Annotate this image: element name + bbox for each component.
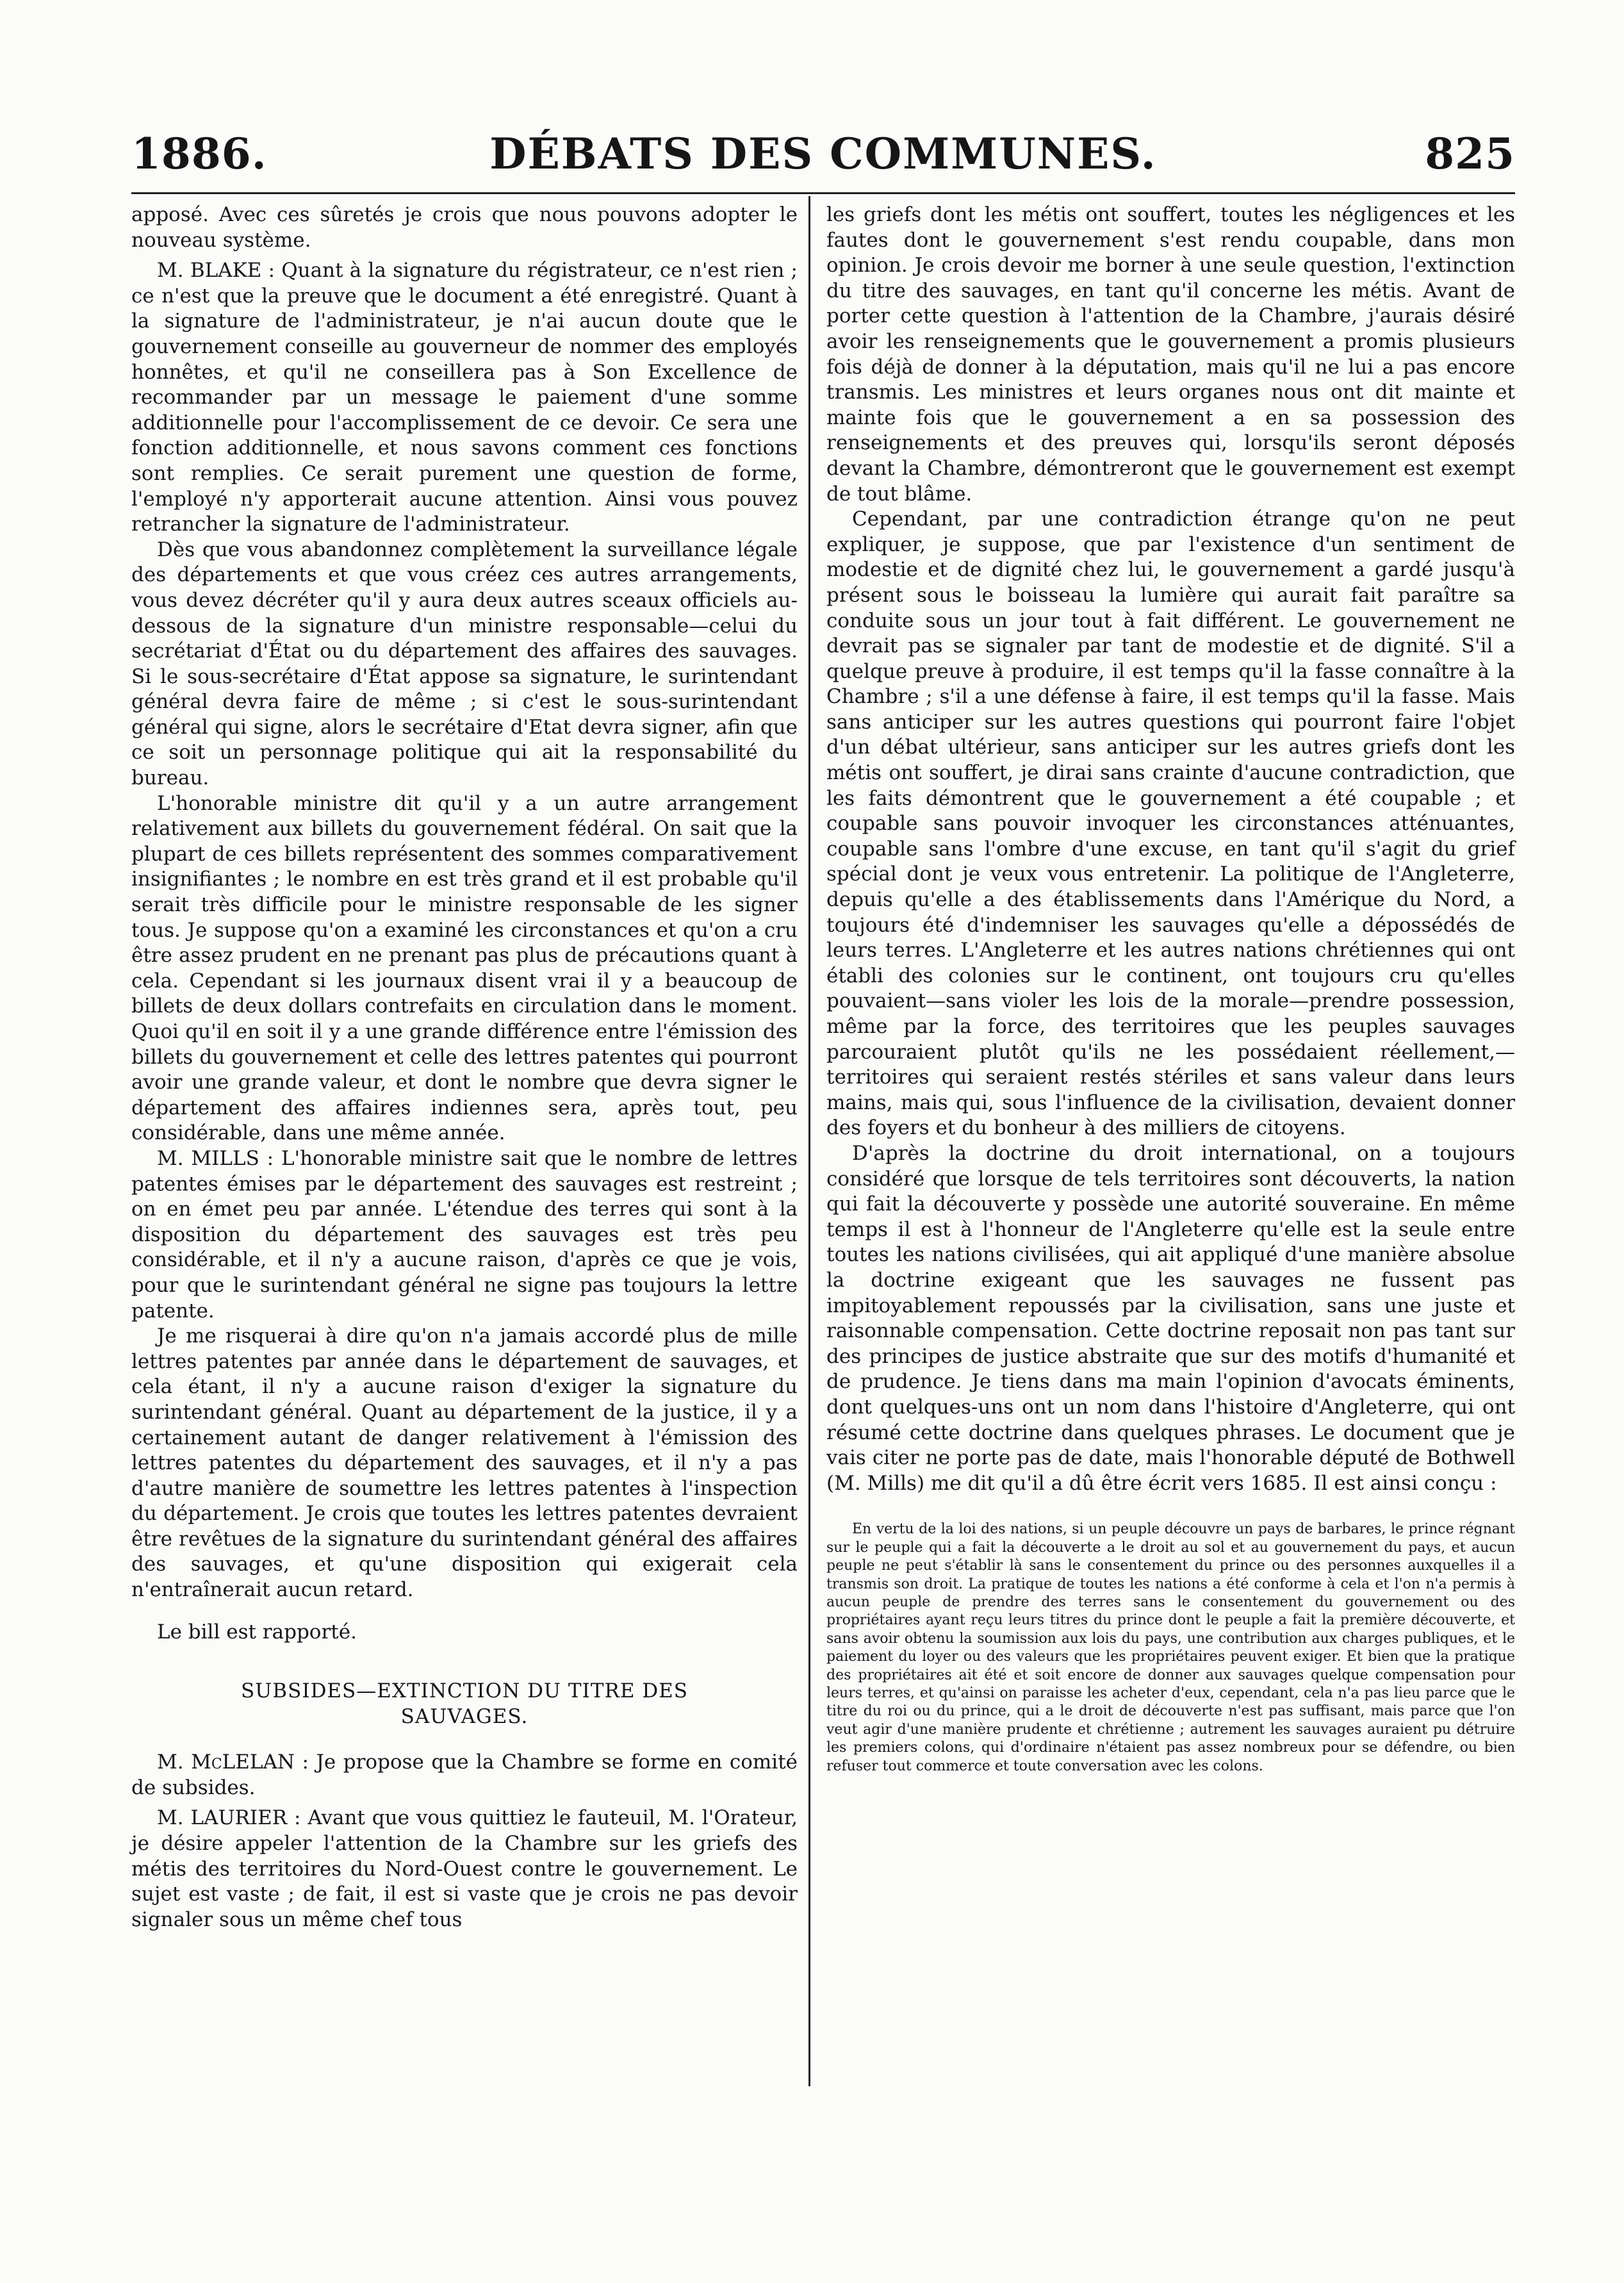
quote-text: En vertu de la loi des nations, si un peuple découvre un pays de barbares, le prince régnant sur le peuple qui a fait la découverte a le droit au sol et au gouvernement du pays, et aucun peuple ne peut s'établir là sans le consentement du prince ou des personnes auxquelles il a transmis son droit. La pratique de toutes les nations a été conforme à cela et l'on n'a permis à aucun peuple de prendre des terres sans le consentement du gouvernement ou des propriétaires ayant reçu leurs titres du prince dont le peuple a fait la première découverte, et sans avoir obtenu la soumission aux lois du pays, une contribution aux charges publiques, et le paiement du loyer ou des valeurs que les propriétaires peuvent exiger. Et bien que la pratique des propriétaires ait été et soit encore de donner aux sauvages quelque compensation pour leurs terres, et qu'ainsi on paraisse les acheter d'eux, cependant, cela n'a pas lieu parce que le titre du roi ou du prince, qui a le droit de découverte n'est pas suffisant, mais parce que l'on veut agir d'une manière prudente et chrétienne ; autrement les sauvages auraient pu détruire les premiers colons, qui d'ordinaire n'étaient pas assez nombreux pour se défendre, ou bien refuser tout commerce et toute conversation avec les colons. <box>826 1521 1515 1774</box>
header-page-number: 825 <box>1425 129 1515 179</box>
paragraph: Le bill est rapporté. <box>157 1620 357 1644</box>
speaker-name: M. MILLS : <box>157 1146 274 1170</box>
paragraph <box>131 1146 798 1324</box>
right-column <box>826 202 1515 1776</box>
paragraph <box>131 1750 798 1801</box>
section-heading: SUBSIDES—EXTINCTION DU TITRE DES SAUVAGES. <box>240 1679 689 1729</box>
paragraph: les griefs dont les métis ont souffert, toutes les négligences et les fautes dont le gouvernement s'est rendu coupable, dans mon opinion. Je crois devoir me borner à une seule question, l'extinction du titre des sauvages, en tant qu'il concerne les métis. Avant de porter cette question à l'attention de la Chambre, j'aurais désiré avoir les renseignements que le gouvernement a promis plusieurs fois déjà de donner à la députation, mais qu'il ne lui a pas encore transmis. Les ministres et leurs organes nous ont dit mainte et mainte fois que le gouvernement a en sa possession des renseignements et des preuves qui, lorsqu'ils seront déposés devant la Chambre, démontreront que le gouvernement est exempt de tout blâme. <box>826 203 1515 506</box>
left-column <box>131 202 798 1933</box>
header-title: DÉBATS DES COMMUNES. <box>489 129 1157 179</box>
paragraph: apposé. Avec ces sûretés je crois que nous pouvons adopter le nouveau système. <box>131 203 798 252</box>
paragraph: Dès que vous abandonnez complètement la surveillance légale des départements et que vous créez ces autres arrangements, vous devez décréter qu'il y aura deux autres sceaux officiels au-dessous de la signature d'un ministre responsable—celui du secrétariat d'État ou du département des affaires des sauvages. Si le sous-secrétaire d'État appose sa signature, le surintendant général devra faire de même ; si c'est le sous-surintendant général qui signe, alors le secrétaire d'Etat devra signer, afin que ce soit un personnage politique qui ait la responsabilité du bureau. <box>131 538 798 790</box>
header-year: 1886. <box>131 129 267 179</box>
block-quote <box>826 1521 1515 1776</box>
speaker-name: M. McLELAN : <box>157 1751 309 1774</box>
paragraph: Cependant, par une contradiction étrange qu'on ne peut expliquer, je suppose, que par l'existence d'un sentiment de modestie et de dignité chez lui, le gouvernement a gardé jusqu'à présent sous le boisseau la lumière qui aurait fait paraître sa conduite sous un jour tout à fait différent. Le gouvernement ne devrait pas se signaler par tant de modestie et de dignité. S'il a quelque preuve à produire, il est temps qu'il la fasse connaître à la Chambre ; s'il a une défense à faire, il est temps qu'il la fasse. Mais sans anticiper sur les autres questions qui pourront faire l'objet d'un débat ultérieur, sans anticiper sur les autres griefs dont les métis ont souffert, je dirai sans crainte d'aucune contradiction, que les faits démontrent que le gouvernement a été coupable ; et coupable sans pouvoir invoquer les circonstances atténuantes, coupable sans l'ombre d'une excuse, en tant qu'il s'agit du grief spécial dont je veux vous entretenir. La politique de l'Angleterre, depuis qu'elle a des établissements dans l'Amérique du Nord, a toujours été d'indemniser les sauvages qu'elle a dépossédés de leurs terres. L'Angleterre et les autres nations chrétiennes qui ont établi des colonies sur le continent, ont toujours cru qu'elles pouvaient—sans violer les lois de la morale—prendre possession, même par la force, des territoires que les peuples sauvages parcouraient plutôt qu'ils ne les possédaient réellement,—territoires qui seraient restés stériles et sans valeur dans leurs mains, mais qui, sous l'influence de la civilisation, devaient donner des foyers et du bonheur à des milliers de citoyens. <box>826 507 1515 1140</box>
paragraph <box>131 1806 798 1933</box>
paragraph: D'après la doctrine du droit international, on a toujours considéré que lorsque de tels territoires sont découverts, la nation qui fait la découverte y possède une autorité souveraine. En même temps il est à l'honneur de l'Angleterre qu'elle est la seule entre toutes les nations civilisées, qui ait appliqué d'une manière absolue la doctrine exigeant que les sauvages ne fussent pas impitoyablement repoussés par la civilisation, sans une juste et raisonnable compensation. Cette doctrine reposait non pas tant sur des principes de justice abstraite que sur des motifs d'humanité et de prudence. Je tiens dans ma main l'opinion d'avocats éminents, dont quelques-uns ont un nom dans l'histoire d'Angleterre, qui ont résumé cette doctrine dans quelques phrases. Le document que je vais citer ne porte pas de date, mais l'honorable député de Bothwell (M. Mills) me dit qu'il a dû être écrit vers 1685. Il est ainsi conçu : <box>826 1141 1515 1495</box>
speaker-name: M. BLAKE : <box>157 259 275 283</box>
page-header <box>131 125 1515 183</box>
speech-text: L'honorable ministre sait que le nombre de lettres patentes émises par le département des sauvages est restreint ; on en émet peu par année. L'étendue des terres qui sont à la disposition du département des sauvages est très peu considérable, et il n'y a aucune raison, d'après ce que je vois, pour que le surintendant général ne signe pas toujours la lettre patente. <box>131 1146 798 1323</box>
speech-text: Avant que vous quittiez le fauteuil, M. l'Orateur, je désire appeler l'attention de la Chambre sur les griefs des métis des territoires du Nord-Ouest contre le gouvernement. Le sujet est vaste ; de fait, il est si vaste que je crois ne pas devoir signaler sous un même chef tous <box>131 1806 798 1931</box>
speaker-name: M. LAURIER : <box>157 1806 301 1830</box>
paragraph: Je me risquerai à dire qu'on n'a jamais accordé plus de mille lettres patentes par année dans le département de sauvages, et cela étant, il n'y a aucune raison d'exiger la signature du surintendant général. Quant au département de la justice, il y a certainement autant de danger relativement à l'émission des lettres patentes du département des sauvages, et il n'y a pas d'autre manière de soumettre les lettres patentes à l'inspection du département. Je crois que toutes les lettres patentes devraient être revêtues de la signature du surintendant général des affaires des sauvages, et qu'une disposition qui exigerait cela n'entraînerait aucun retard. <box>131 1324 798 1602</box>
speech-text: Je propose que la Chambre se forme en comité de subsides. <box>131 1751 798 1799</box>
column-divider <box>808 196 810 2086</box>
paragraph: L'honorable ministre dit qu'il y a un autre arrangement relativement aux billets du gouvernement fédéral. On sait que la plupart de ces billets représentent des sommes comparativement insignifiantes ; le nombre en est très grand et il est probable qu'il serait très difficile pour le ministre responsable de les signer tous. Je suppose qu'on a examiné les circonstances et qu'on a cru être assez prudent en ne prenant pas plus de précautions quant à cela. Cependant si les journaux disent vrai il y a beaucoup de billets de deux dollars contrefaits en circulation dans le moment. Quoi qu'il en soit il y a une grande différence entre l'émission des billets du gouvernement et celle des lettres patentes qui pourront avoir une grande valeur, et dont le nombre que devra signer le département des affaires indiennes sera, après tout, peu considérable, dans une même année. <box>131 791 798 1145</box>
header-rule <box>131 192 1515 194</box>
speech-text: Quant à la signature du régistrateur, ce n'est rien ; ce n'est que la preuve que le document a été enregistré. Quant à la signature de l'administrateur, je n'ai aucun doute que le gouvernement conseille au gouverneur de nommer des employés honnêtes, et qu'il ne conseillera pas à Son Excellence de recommander par un message le paiement d'une somme additionnelle pour l'accomplissement de ce devoir. Ce sera une fonction additionnelle, et nous savons comment ces fonctions sont remplies. Ce serait purement une question de forme, l'employé n'y apporterait aucune attention. Ainsi vous pouvez retrancher la signature de l'administrateur. <box>131 259 798 536</box>
paragraph <box>131 258 798 538</box>
